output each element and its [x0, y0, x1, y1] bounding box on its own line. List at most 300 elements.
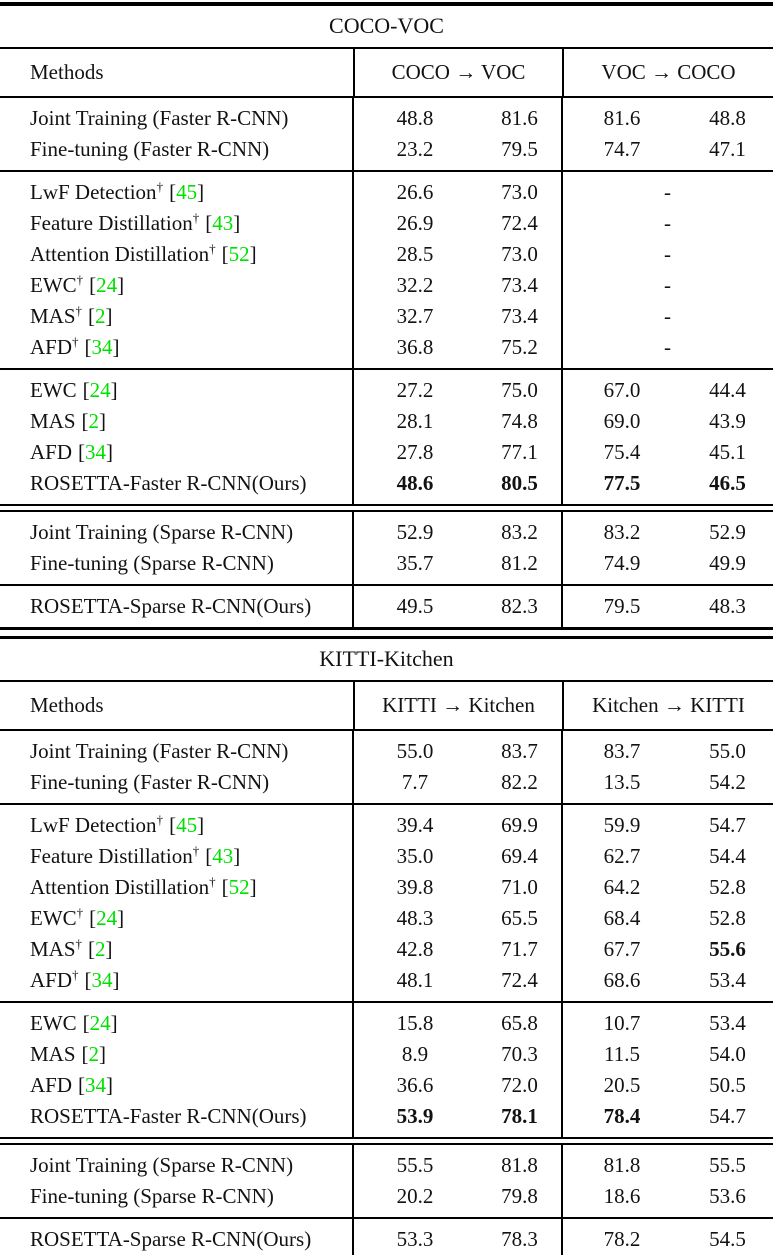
score-cell: 53.3 — [396, 1227, 434, 1251]
method-name: Feature Distillation — [30, 211, 193, 235]
method-name: Joint Training (Sparse R-CNN) — [30, 1153, 294, 1177]
dagger-superscript: † — [192, 843, 200, 858]
method-row — [0, 810, 773, 841]
score-cell: 7.7 — [401, 770, 429, 794]
score-cell: 26.6 — [396, 180, 434, 204]
citation — [89, 273, 124, 297]
citation — [85, 335, 120, 359]
method-label — [0, 335, 353, 360]
citation — [169, 813, 204, 837]
score-cell: 52.9 — [396, 520, 434, 544]
column-divider — [352, 805, 354, 1001]
score-cell: 48.1 — [396, 968, 434, 992]
missing-value-dash: - — [664, 335, 671, 359]
citation-bracket-open: [ — [81, 1042, 89, 1066]
column-divider — [352, 1145, 354, 1217]
citation — [205, 211, 240, 235]
score-cell: 79.8 — [501, 1184, 538, 1208]
method-name: LwF Detection — [30, 180, 157, 204]
method-name: Attention Distillation — [30, 875, 210, 899]
table-section — [0, 370, 773, 504]
score-cell: 74.8 — [501, 409, 538, 433]
score-cell: 79.5 — [501, 137, 538, 161]
method-row — [0, 591, 773, 622]
citation — [82, 1042, 107, 1066]
score-cell: 72.4 — [501, 211, 538, 235]
column-divider — [352, 1003, 354, 1137]
method-label — [0, 906, 353, 931]
method-name: EWC — [30, 378, 77, 402]
score-cell: 36.8 — [396, 335, 434, 359]
score-cell: 20.2 — [396, 1184, 434, 1208]
citation-bracket-open: [ — [84, 968, 92, 992]
method-label — [0, 551, 353, 576]
score-cell: 71.7 — [501, 937, 538, 961]
citation-number: 45 — [176, 180, 198, 204]
score-cell: 35.7 — [396, 551, 434, 575]
score-cell: 45.1 — [709, 440, 746, 464]
method-label — [0, 242, 353, 267]
score-cell: 73.4 — [501, 304, 538, 328]
direction-column-header: COCO → VOC — [353, 49, 562, 96]
table-header-row — [0, 49, 773, 96]
method-name: Fine-tuning (Faster R-CNN) — [30, 770, 270, 794]
dagger-superscript: † — [209, 874, 216, 889]
method-row — [0, 872, 773, 903]
score-cell: 67.7 — [603, 937, 641, 961]
method-row — [0, 1101, 773, 1132]
table-section — [0, 805, 773, 1001]
dagger-superscript: † — [209, 241, 216, 256]
methods-column-header: Methods — [30, 693, 104, 717]
citation-number: 34 — [85, 1073, 107, 1097]
dagger-superscript: † — [72, 967, 79, 982]
citation — [83, 378, 118, 402]
score-cell: 73.0 — [501, 242, 538, 266]
citation-bracket-open: [ — [82, 1011, 90, 1035]
score-cell: 48.3 — [709, 594, 746, 618]
score-cell: 71.0 — [501, 875, 538, 899]
method-label — [0, 1184, 353, 1209]
dagger-superscript: † — [156, 179, 164, 194]
column-divider — [561, 172, 563, 368]
score-cell: 54.4 — [709, 844, 746, 868]
method-name: Feature Distillation — [30, 844, 193, 868]
score-cell: 20.5 — [603, 1073, 641, 1097]
column-divider — [352, 370, 354, 504]
method-label — [0, 875, 353, 900]
score-cell: 35.0 — [396, 844, 434, 868]
direction-column-header: VOC → COCO — [562, 49, 773, 96]
citation-number: 52 — [228, 242, 250, 266]
method-name: Fine-tuning (Faster R-CNN) — [30, 137, 270, 161]
missing-value-dash: - — [664, 180, 671, 204]
score-cell: 65.5 — [501, 906, 538, 930]
column-divider — [561, 1003, 563, 1137]
method-row — [0, 736, 773, 767]
score-cell: 75.2 — [501, 335, 538, 359]
score-cell: 74.9 — [603, 551, 641, 575]
score-cell: 52.8 — [709, 875, 746, 899]
score-cell: 54.7 — [709, 1104, 746, 1128]
score-cell: 82.2 — [501, 770, 538, 794]
method-label — [0, 770, 353, 795]
score-cell: 77.5 — [603, 471, 641, 495]
method-row — [0, 406, 773, 437]
method-row — [0, 767, 773, 798]
table-title: KITTI-Kitchen — [319, 646, 454, 671]
method-name: Joint Training (Sparse R-CNN) — [30, 520, 294, 544]
citation-bracket-open: [ — [169, 180, 177, 204]
score-cell: 75.4 — [603, 440, 641, 464]
dagger-superscript: † — [76, 905, 84, 920]
score-cell: 81.2 — [501, 551, 538, 575]
citation-bracket-close: ] — [249, 875, 257, 899]
method-label — [0, 937, 353, 962]
citation-bracket-open: [ — [205, 844, 213, 868]
missing-value-dash: - — [664, 211, 671, 235]
score-cell: 83.7 — [501, 739, 538, 763]
column-divider — [561, 731, 563, 803]
method-row — [0, 134, 773, 165]
score-cell: 26.9 — [396, 211, 434, 235]
citation-number: 2 — [88, 409, 100, 433]
missing-value-dash: - — [664, 304, 671, 328]
citation-bracket-open: [ — [221, 242, 229, 266]
score-cell: 15.8 — [396, 1011, 434, 1035]
score-cell: 23.2 — [396, 137, 434, 161]
method-label — [0, 1227, 353, 1252]
citation — [89, 906, 124, 930]
method-row — [0, 177, 773, 208]
method-row — [0, 965, 773, 996]
method-label — [0, 409, 353, 434]
method-row — [0, 375, 773, 406]
score-cell: 55.0 — [396, 739, 434, 763]
score-cell: 13.5 — [603, 770, 641, 794]
column-divider — [352, 172, 354, 368]
score-cell: 52.9 — [709, 520, 746, 544]
dagger-superscript: † — [75, 303, 83, 318]
score-cell: 69.4 — [501, 844, 538, 868]
score-cell: 28.1 — [396, 409, 434, 433]
method-row — [0, 841, 773, 872]
method-row — [0, 934, 773, 965]
method-name: ROSETTA-Faster R-CNN(Ours) — [30, 1104, 307, 1128]
dagger-superscript: † — [75, 936, 83, 951]
citation-bracket-open: [ — [221, 875, 229, 899]
method-row — [0, 208, 773, 239]
citation — [83, 1011, 118, 1035]
method-name: Joint Training (Faster R-CNN) — [30, 739, 289, 763]
citation — [88, 304, 113, 328]
score-cell: 50.5 — [709, 1073, 746, 1097]
score-cell: 55.5 — [396, 1153, 434, 1177]
method-row — [0, 517, 773, 548]
column-divider — [561, 586, 563, 627]
table-title: COCO-VOC — [329, 13, 444, 38]
score-cell: 54.5 — [709, 1227, 746, 1251]
method-label — [0, 304, 353, 329]
method-name: MAS — [30, 937, 76, 961]
score-cell: 48.8 — [709, 106, 746, 130]
citation-bracket-close: ] — [117, 273, 125, 297]
method-label — [0, 378, 353, 403]
score-cell: 75.0 — [501, 378, 538, 402]
score-cell: 53.6 — [709, 1184, 746, 1208]
score-cell: 52.8 — [709, 906, 746, 930]
method-row — [0, 468, 773, 499]
method-name: AFD — [30, 1073, 73, 1097]
score-cell: 55.5 — [709, 1153, 746, 1177]
citation — [88, 937, 113, 961]
missing-value-dash: - — [664, 242, 671, 266]
score-cell: 78.4 — [603, 1104, 641, 1128]
score-cell: 81.6 — [501, 106, 538, 130]
method-name: ROSETTA-Sparse R-CNN(Ours) — [30, 1227, 312, 1251]
method-row — [0, 1070, 773, 1101]
method-label — [0, 1104, 353, 1129]
dagger-superscript: † — [76, 272, 84, 287]
method-row — [0, 1181, 773, 1212]
method-name: EWC — [30, 1011, 77, 1035]
method-name: MAS — [30, 304, 76, 328]
section-double-rule — [0, 504, 773, 512]
citation-bracket-open: [ — [89, 906, 97, 930]
citation — [78, 440, 113, 464]
score-cell: 77.1 — [501, 440, 538, 464]
method-label — [0, 1042, 353, 1067]
citation-number: 52 — [228, 875, 250, 899]
score-cell: 83.2 — [603, 520, 641, 544]
table-section — [0, 586, 773, 627]
citation-bracket-close: ] — [112, 968, 120, 992]
score-cell: 27.2 — [396, 378, 434, 402]
method-row — [0, 1150, 773, 1181]
score-cell: 48.8 — [396, 106, 434, 130]
method-row — [0, 437, 773, 468]
score-cell: 70.3 — [501, 1042, 538, 1066]
method-label — [0, 1073, 353, 1098]
citation-number: 24 — [89, 1011, 111, 1035]
method-name: MAS — [30, 409, 76, 433]
citation — [82, 409, 107, 433]
score-cell: 49.5 — [396, 594, 434, 618]
citation — [85, 968, 120, 992]
citation-bracket-close: ] — [112, 335, 120, 359]
score-cell: 73.4 — [501, 273, 538, 297]
method-row — [0, 301, 773, 332]
score-cell: 83.2 — [501, 520, 538, 544]
score-cell: 49.9 — [709, 551, 746, 575]
score-cell: 18.6 — [603, 1184, 641, 1208]
score-cell: 80.5 — [501, 471, 538, 495]
score-cell: 82.3 — [501, 594, 538, 618]
score-cell: 83.7 — [603, 739, 641, 763]
table-section — [0, 1219, 773, 1255]
direction-column-header: KITTI → Kitchen — [353, 682, 562, 729]
citation-bracket-close: ] — [197, 180, 205, 204]
score-cell: 72.4 — [501, 968, 538, 992]
citation-number: 43 — [212, 844, 234, 868]
citation-bracket-close: ] — [106, 440, 114, 464]
dagger-superscript: † — [72, 334, 79, 349]
citation-bracket-open: [ — [78, 1073, 86, 1097]
column-divider — [352, 1219, 354, 1255]
citation-bracket-close: ] — [249, 242, 257, 266]
column-divider — [561, 805, 563, 1001]
citation-bracket-close: ] — [233, 844, 241, 868]
method-name: LwF Detection — [30, 813, 157, 837]
section-double-rule — [0, 1137, 773, 1145]
citation — [222, 242, 257, 266]
citation-bracket-open: [ — [205, 211, 213, 235]
dagger-superscript: † — [192, 210, 200, 225]
method-row — [0, 103, 773, 134]
table-section — [0, 172, 773, 368]
score-cell: 81.8 — [603, 1153, 641, 1177]
column-divider — [352, 512, 354, 584]
score-cell: 10.7 — [603, 1011, 641, 1035]
citation-number: 34 — [91, 968, 113, 992]
score-cell: 8.9 — [401, 1042, 429, 1066]
score-cell: 11.5 — [604, 1042, 640, 1066]
citation — [205, 844, 240, 868]
method-label — [0, 211, 353, 236]
score-cell: 44.4 — [709, 378, 746, 402]
column-divider — [352, 98, 354, 170]
method-name: AFD — [30, 440, 73, 464]
score-cell: 68.4 — [603, 906, 641, 930]
method-label — [0, 273, 353, 298]
citation-number: 34 — [85, 440, 107, 464]
citation-number: 34 — [91, 335, 113, 359]
method-label — [0, 137, 353, 162]
table-section — [0, 1145, 773, 1217]
method-label — [0, 106, 353, 131]
citation — [169, 180, 204, 204]
score-cell: 28.5 — [396, 242, 434, 266]
citation-bracket-close: ] — [99, 409, 107, 433]
citation-number: 2 — [95, 304, 106, 328]
method-label — [0, 813, 353, 838]
method-row — [0, 270, 773, 301]
citation-bracket-open: [ — [78, 440, 86, 464]
citation — [78, 1073, 113, 1097]
citation-bracket-open: [ — [89, 273, 97, 297]
column-divider — [561, 1219, 563, 1255]
method-name: ROSETTA-Sparse R-CNN(Ours) — [30, 594, 312, 618]
score-cell: 59.9 — [603, 813, 641, 837]
citation-bracket-close: ] — [197, 813, 205, 837]
table-section — [0, 512, 773, 584]
citation-bracket-close: ] — [110, 378, 118, 402]
score-cell: 73.0 — [501, 180, 538, 204]
citation-bracket-open: [ — [82, 378, 90, 402]
citation-number: 2 — [95, 937, 106, 961]
method-row — [0, 1008, 773, 1039]
column-divider — [561, 512, 563, 584]
method-row — [0, 1224, 773, 1255]
method-name: EWC — [30, 273, 77, 297]
column-divider — [352, 586, 354, 627]
score-cell: 42.8 — [396, 937, 434, 961]
score-cell: 65.8 — [501, 1011, 538, 1035]
method-row — [0, 903, 773, 934]
method-label — [0, 180, 353, 205]
score-cell: 48.6 — [396, 471, 434, 495]
score-cell: 69.9 — [501, 813, 538, 837]
method-name: ROSETTA-Faster R-CNN(Ours) — [30, 471, 307, 495]
citation-number: 45 — [176, 813, 198, 837]
score-cell: 53.9 — [396, 1104, 434, 1128]
score-cell: 55.6 — [709, 937, 746, 961]
score-cell: 39.8 — [396, 875, 434, 899]
score-cell: 55.0 — [709, 739, 746, 763]
score-cell: 54.7 — [709, 813, 746, 837]
method-name: MAS — [30, 1042, 76, 1066]
citation-bracket-open: [ — [81, 409, 89, 433]
score-cell: 81.8 — [501, 1153, 538, 1177]
method-label — [0, 739, 353, 764]
score-cell: 53.4 — [709, 1011, 746, 1035]
score-cell: 67.0 — [603, 378, 641, 402]
table-separator-rule — [0, 627, 773, 639]
score-cell: 36.6 — [396, 1073, 434, 1097]
citation-bracket-open: [ — [88, 304, 96, 328]
citation-bracket-close: ] — [105, 304, 113, 328]
missing-value-dash: - — [664, 273, 671, 297]
column-divider — [561, 1145, 563, 1217]
score-cell: 46.5 — [709, 471, 746, 495]
method-label — [0, 1011, 353, 1036]
method-name: AFD — [30, 335, 73, 359]
score-cell: 68.6 — [603, 968, 641, 992]
citation-number: 24 — [96, 273, 118, 297]
citation-number: 24 — [89, 378, 111, 402]
method-name: Fine-tuning (Sparse R-CNN) — [30, 551, 274, 575]
score-cell: 27.8 — [396, 440, 434, 464]
method-label — [0, 440, 353, 465]
method-label — [0, 844, 353, 869]
method-label — [0, 520, 353, 545]
citation — [222, 875, 257, 899]
table-section — [0, 98, 773, 170]
score-cell: 78.1 — [501, 1104, 538, 1128]
citation-bracket-close: ] — [106, 1073, 114, 1097]
score-cell: 48.3 — [396, 906, 434, 930]
score-cell: 54.2 — [709, 770, 746, 794]
table-section — [0, 1003, 773, 1137]
score-cell: 79.5 — [603, 594, 641, 618]
method-name: EWC — [30, 906, 77, 930]
method-name: AFD — [30, 968, 73, 992]
method-label — [0, 1153, 353, 1178]
score-cell: 32.7 — [396, 304, 434, 328]
tables-root — [0, 2, 773, 1255]
score-cell: 62.7 — [603, 844, 641, 868]
score-cell: 54.0 — [709, 1042, 746, 1066]
methods-column-header: Methods — [30, 60, 104, 84]
direction-column-header: Kitchen → KITTI — [562, 682, 773, 729]
citation-bracket-open: [ — [88, 937, 96, 961]
method-label — [0, 594, 353, 619]
citation-bracket-close: ] — [105, 937, 113, 961]
citation-number: 43 — [212, 211, 234, 235]
citation-number: 24 — [96, 906, 118, 930]
score-cell: 43.9 — [709, 409, 746, 433]
column-divider — [561, 98, 563, 170]
